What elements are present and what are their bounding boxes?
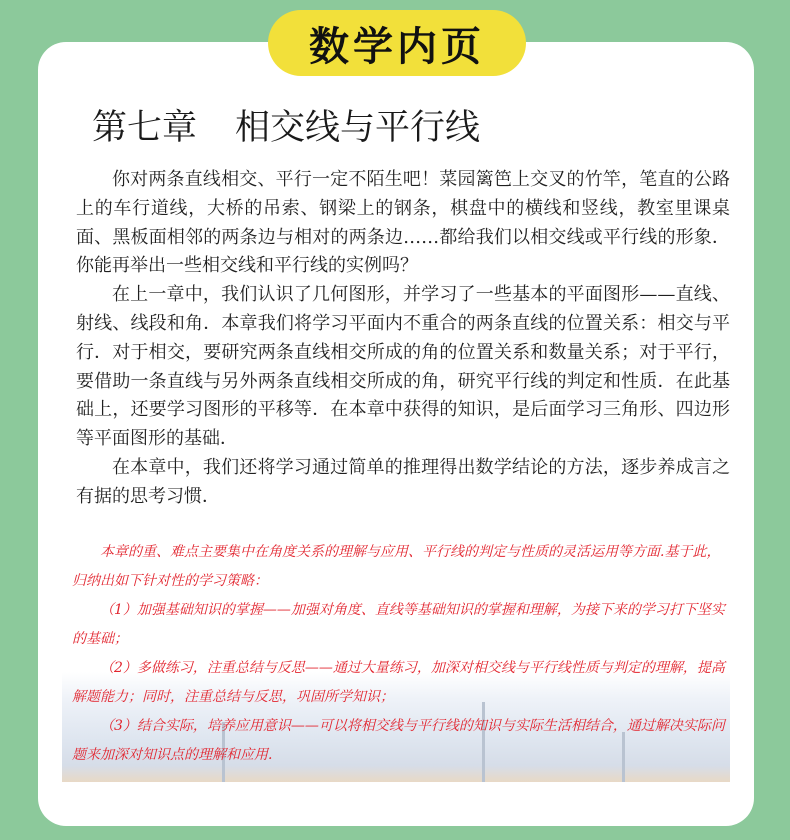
notes-intro: 本章的重、难点主要集中在角度关系的理解与应用、平行线的判定与性质的灵活运用等方面.基于此，归纳出如下针对性的学习策略： [72, 544, 721, 589]
textbook-page [38, 42, 754, 826]
chapter-heading [92, 100, 480, 150]
intro-paragraph: 在上一章中，我们认识了几何图形，并学习了一些基本的平面图形——直线、射线、线段和角．本章我们将学习平面内不重合的两条直线的位置关系：相交与平行．对于相交，要研究两条直线相交所成的角的位置关系和数量关系；对于平行，要借助一条直线与另外两条直线相交所成的角，研究平行线的判定和性质．在此基础上，还要学习图形的平移等．在本章中获得的知识，是后面学习三角形、四边形等平面图形的基础． [76, 284, 730, 450]
chapter-title: 相交线与平行线 [235, 108, 481, 148]
intro-paragraph: 你对两条直线相交、平行一定不陌生吧！菜园篱笆上交叉的竹竿，笔直的公路上的车行道线，大桥的吊索、钢梁上的钢条，棋盘中的横线和竖线，教室里课桌面、黑板面相邻的两条边与相对的两条边……都给我们以相交线或平行线的形象．你能再举出一些相交线和平行线的实例吗？ [76, 169, 730, 277]
intro-paragraph: 在本章中，我们还将学习通过简单的推理得出数学结论的方法，逐步养成言之有据的思考习惯． [76, 456, 730, 507]
strategy-item: （2）多做练习，注重总结与反思——通过大量练习，加深对相交线与平行线性质与判定的理解，提高解题能力；同时，注重总结与反思，巩固所学知识； [72, 660, 725, 705]
page-type-banner: 数学内页 [268, 10, 526, 76]
study-strategy-notes [72, 538, 732, 770]
chapter-introduction [76, 166, 730, 512]
strategy-item: （1）加强基础知识的掌握——加强对角度、直线等基础知识的掌握和理解，为接下来的学习打下坚实的基础； [72, 602, 725, 647]
chapter-number: 第七章 [92, 108, 198, 148]
strategy-item: （3）结合实际，培养应用意识——可以将相交线与平行线的知识与实际生活相结合，通过解决实际问题来加深对知识点的理解和应用. [72, 718, 725, 763]
